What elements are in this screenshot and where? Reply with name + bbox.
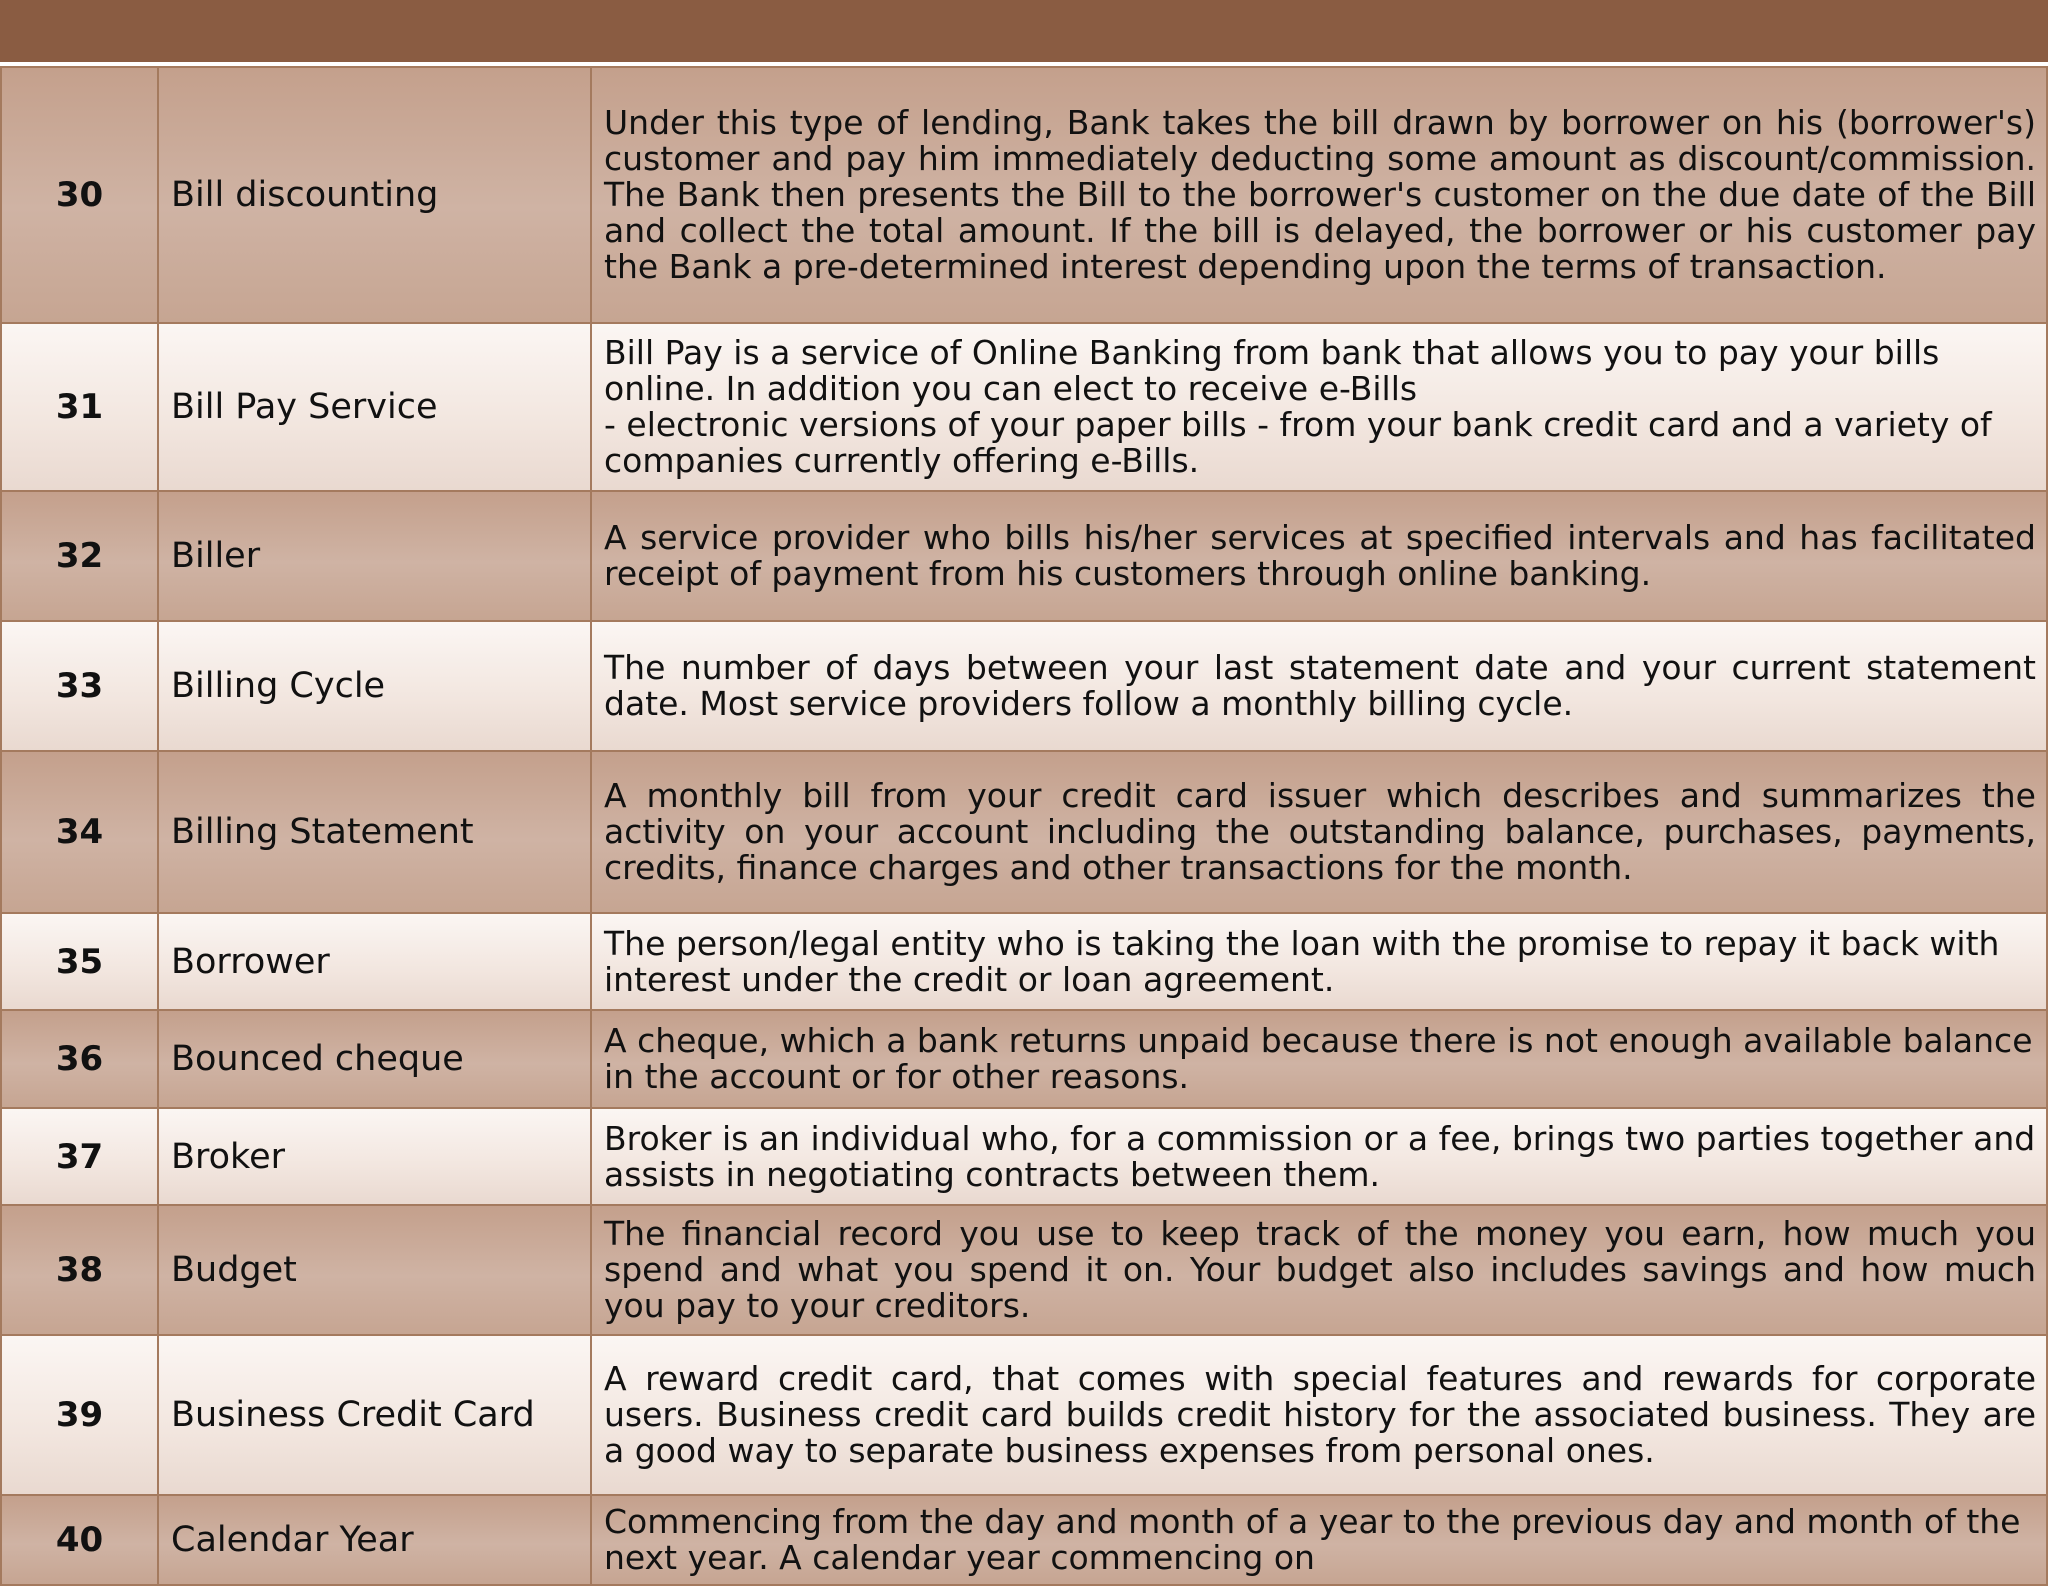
row-number: 36 xyxy=(1,1010,158,1108)
definition-text: Bill Pay is a service of Online Banking from bank that allows you to pay your bills online. In addition you can elect to receive e-Bills xyxy=(604,333,1940,408)
table-row xyxy=(1,323,2047,491)
term-cell: Bill Pay Service xyxy=(158,323,591,491)
table-row xyxy=(1,621,2047,751)
row-number: 31 xyxy=(1,323,158,491)
row-number: 37 xyxy=(1,1108,158,1205)
row-number: 34 xyxy=(1,751,158,913)
term-cell: Budget xyxy=(158,1205,591,1335)
table-row xyxy=(1,1495,2047,1585)
definition-cell: A reward credit card, that comes with special features and rewards for corporate users. Business credit card builds credit history for the associated business. They are a good way to separate business expenses from personal ones. xyxy=(591,1335,2047,1495)
term-cell: Broker xyxy=(158,1108,591,1205)
row-number: 33 xyxy=(1,621,158,751)
table-row xyxy=(1,491,2047,621)
definition-cell: A service provider who bills his/her services at specified intervals and has facilitated receipt of payment from his customers through online banking. xyxy=(591,491,2047,621)
term-cell: Billing Statement xyxy=(158,751,591,913)
table-row xyxy=(1,751,2047,913)
definition-cell: Commencing from the day and month of a year to the previous day and month of the next year. A calendar year commencing on xyxy=(591,1495,2047,1585)
term-cell: Bill discounting xyxy=(158,67,591,323)
table-row xyxy=(1,1335,2047,1495)
row-number: 38 xyxy=(1,1205,158,1335)
row-number: 30 xyxy=(1,67,158,323)
row-number: 39 xyxy=(1,1335,158,1495)
header-bar xyxy=(0,0,2048,62)
row-number: 32 xyxy=(1,491,158,621)
table-row xyxy=(1,913,2047,1010)
definition-cell: A monthly bill from your credit card issuer which describes and summarizes the activity on your account including the outstanding balance, purchases, payments, credits, finance charges and other transactions for the month. xyxy=(591,751,2047,913)
table-row xyxy=(1,1205,2047,1335)
definition-cell: Broker is an individual who, for a commission or a fee, brings two parties together and assists in negotiating contracts between them. xyxy=(591,1108,2047,1205)
term-cell: Biller xyxy=(158,491,591,621)
row-number: 35 xyxy=(1,913,158,1010)
definition-cell: The financial record you use to keep track of the money you earn, how much you spend and what you spend it on. Your budget also includes savings and how much you pay to your creditors. xyxy=(591,1205,2047,1335)
definition-continuation: - electronic versions of your paper bills - from your bank credit card and a variety of companies currently offering e-Bills. xyxy=(604,405,1992,480)
table-row xyxy=(1,1108,2047,1205)
table-row xyxy=(1,67,2047,323)
definition-cell: The person/legal entity who is taking the loan with the promise to repay it back with interest under the credit or loan agreement. xyxy=(591,913,2047,1010)
definition-cell: A cheque, which a bank returns unpaid because there is not enough available balance in the account or for other reasons. xyxy=(591,1010,2047,1108)
row-number: 40 xyxy=(1,1495,158,1585)
glossary-table xyxy=(0,66,2048,1586)
term-cell: Business Credit Card xyxy=(158,1335,591,1495)
term-cell: Calendar Year xyxy=(158,1495,591,1585)
definition-cell: The number of days between your last statement date and your current statement date. Most service providers follow a monthly billing cycle. xyxy=(591,621,2047,751)
term-cell: Borrower xyxy=(158,913,591,1010)
table-row xyxy=(1,1010,2047,1108)
definition-cell xyxy=(591,323,2047,491)
term-cell: Billing Cycle xyxy=(158,621,591,751)
definition-cell: Under this type of lending, Bank takes the bill drawn by borrower on his (borrower's) customer and pay him immediately deducting some amount as discount/commission. The Bank then presents the Bill to the borrower's customer on the due date of the Bill and collect the total amount. If the bill is delayed, the borrower or his customer pay the Bank a pre-determined interest depending upon the terms of transaction. xyxy=(591,67,2047,323)
term-cell: Bounced cheque xyxy=(158,1010,591,1108)
